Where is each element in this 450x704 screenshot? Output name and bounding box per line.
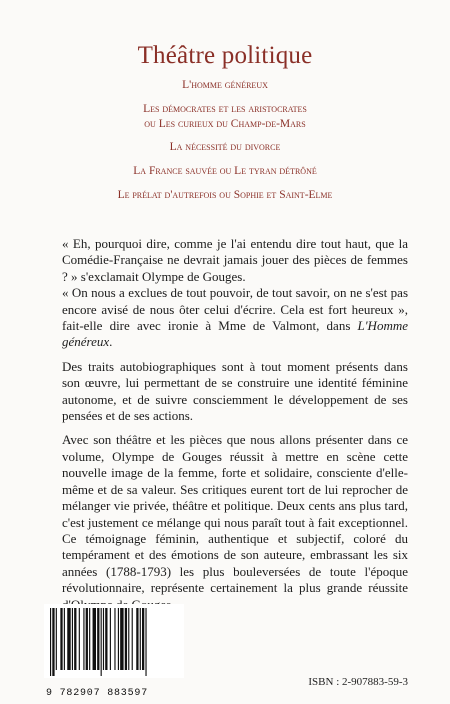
- play-title: L'homme généreux: [182, 79, 268, 91]
- barcode-bar: [72, 608, 73, 670]
- paragraph-text: « On nous a exclues de tout pouvoir, de tout savoir, on ne s'est pas encore avisé de nous ôter celui d'écrire. Cela est fort heureux », fait-elle dire avec ironie à Mme de Valmont, dans: [62, 285, 408, 334]
- barcode-bar: [89, 608, 90, 670]
- barcode: [44, 604, 184, 678]
- barcode-bar: [132, 608, 133, 670]
- barcode-bar: [60, 608, 62, 670]
- page-title: Théâtre politique: [137, 42, 313, 69]
- barcode-bar: [136, 608, 138, 670]
- barcode-bar: [74, 608, 76, 670]
- plays-list: [40, 78, 410, 212]
- barcode-bar: [67, 608, 70, 670]
- barcode-bar: [50, 608, 51, 676]
- barcode-bar: [93, 608, 96, 670]
- barcode-bar: [110, 608, 111, 670]
- barcode-bar: [105, 608, 107, 670]
- barcode-bar: [64, 608, 65, 670]
- paragraph-theatre: Avec son théâtre et les pièces que nous allons présenter dans ce volume, Olympe de Gouges réussit à mettre en scène cette nouvelle image de la femme, forte et solidaire, consciente d'elle-même et de sa valeur. Ses critiques eurent tort de lui reprocher de mélanger vie privée, théâtre et politique. Deux cents ans plus tard, c'est justement ce mélange qui nous paraît tout à fait exceptionnel. Ce témoignage féminin, authentique et subjectif, coloré du tempérament et des émotions de son auteure, embrassant les six années (1788-1793) les plus bouleversées de toute l'époque révolutionnaire, représente certainement la plus grande réussite: [62, 432, 408, 596]
- barcode-bar: [103, 608, 104, 670]
- play-title: La France sauvée ou Le tyran détrôné: [133, 165, 317, 177]
- play-title: [40, 102, 410, 132]
- paragraph-quote-1: « Eh, pourquoi dire, comme je l'ai entendu dire tout haut, que la Comédie-Française ne devrait jamais jouer des pièces de femmes ? » s'exclamait Olympe de Gouges.: [62, 236, 408, 284]
- paragraph-autobiography: Des traits autobiographiques sont à tout moment présents dans son œuvre, lui permettant de se construire une identité féminine autonome, et de suivre consciemment le développement de ses pensées et de ses actions.: [62, 358, 408, 424]
- blurb: [62, 236, 408, 613]
- barcode-bar: [52, 608, 54, 676]
- barcode-bar: [118, 608, 119, 670]
- barcode-number: 9 782907 883597: [46, 688, 149, 699]
- barcode-bar: [145, 608, 146, 676]
- play-title: La nécessité du divorce: [169, 141, 281, 153]
- isbn: ISBN : 2-907883-59-3: [308, 676, 408, 688]
- barcode-bar: [125, 608, 127, 670]
- barcode-bar: [83, 608, 84, 670]
- play-title: Le prélat d'autrefois ou Sophie et Saint-Elme: [117, 189, 333, 201]
- barcode-bar: [101, 608, 102, 676]
- barcode-bars: [44, 604, 184, 678]
- barcode-bar: [56, 608, 57, 670]
- barcode-bar: [128, 608, 129, 670]
- paragraph-text: .: [109, 334, 113, 350]
- barcode-bar: [97, 608, 99, 670]
- barcode-bar: [114, 608, 115, 670]
- paragraph-quote-2: [62, 285, 408, 351]
- barcode-bar: [140, 608, 141, 670]
- barcode-bar: [86, 608, 88, 670]
- play-title-line: ou Les curieux du Champ-de-Mars: [144, 118, 306, 130]
- play-reference: L'Homme généreux: [62, 318, 408, 350]
- barcode-bar: [79, 608, 80, 670]
- barcode-bar: [142, 608, 144, 670]
- play-title-line: Les démocrates et les aristocrates: [143, 103, 307, 115]
- barcode-bar: [120, 608, 123, 670]
